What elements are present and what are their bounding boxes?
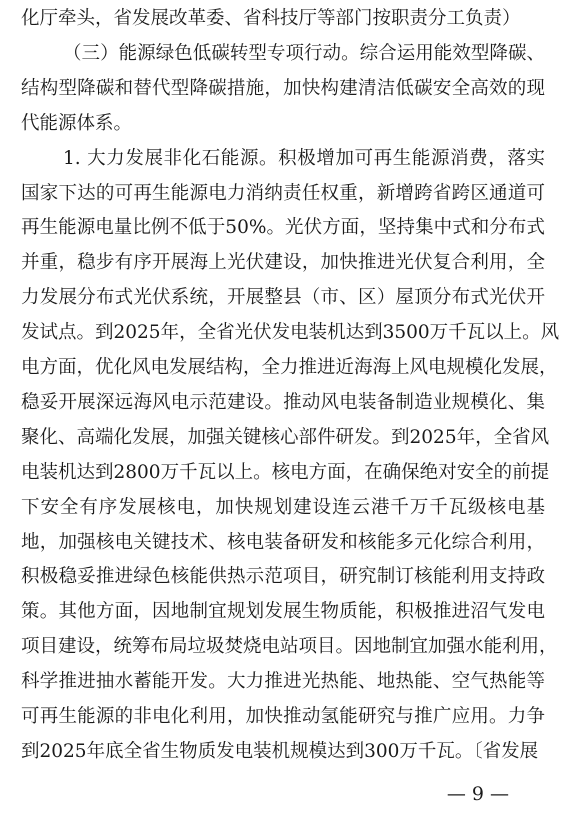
text-line (0, 735, 563, 769)
line-text: 力发展分布式光伏系统，开展整县（市、区）屋顶分布式光伏开 (21, 287, 545, 309)
text-line (0, 351, 563, 385)
text-line (0, 665, 563, 699)
text-line (0, 37, 563, 71)
line-text: 下安全有序发展核电，加快规划建设连云港千万千瓦级核电基 (21, 496, 545, 518)
line-text: （三）能源绿色低碳转型专项行动。综合运用能效型降碳、 (63, 42, 545, 64)
line-text: 发试点。到2025年，全省光伏发电装机达到3500万千瓦以上。风 (21, 322, 560, 344)
text-line (0, 211, 563, 245)
line-text: 电装机达到2800万千瓦以上。核电方面，在确保绝对安全的前提 (21, 461, 550, 483)
line-text: 并重，稳步有序开展海上光伏建设，加快推进光伏复合利用，全 (21, 252, 545, 274)
text-line (0, 316, 563, 350)
text-line (0, 595, 563, 629)
text-line (0, 386, 563, 420)
page-number: — 9 — (446, 783, 509, 805)
text-line (0, 2, 563, 36)
line-text: 化厅牵头，省发展改革委、省科技厅等部门按职责分工负责） (21, 8, 521, 29)
text-line (0, 456, 563, 490)
line-text: 稳妥开展深远海风电示范建设。推动风电装备制造业规模化、集 (21, 391, 545, 413)
text-line (0, 246, 563, 280)
line-text: 电方面，优化风电发展结构，全力推进近海海上风电规模化发展， (21, 357, 558, 378)
text-line (0, 107, 563, 141)
line-text: 项目建设，统筹布局垃圾焚烧电站项目。因地制宜加强水能利用， (21, 636, 558, 658)
line-text: 科学推进抽水蓄能开发。大力推进光热能、地热能、空气热能等 (21, 671, 545, 693)
line-text: 1. 大力发展非化石能源。积极增加可再生能源消费，落实 (63, 147, 545, 169)
text-line (0, 560, 563, 594)
line-text: 结构型降碳和替代型降碳措施，加快构建清洁低碳安全高效的现 (21, 77, 545, 99)
text-line (0, 142, 563, 176)
text-line (0, 72, 563, 106)
line-text: 地，加强核电关键技术、核电装备研发和核能多元化综合利用， (21, 531, 545, 553)
text-line (0, 177, 563, 211)
line-text: 可再生能源的非电化利用，加快推动氢能研究与推广应用。力争 (21, 706, 545, 727)
line-text: 国家下达的可再生能源电力消纳责任权重，新增跨省跨区通道可 (21, 182, 545, 204)
line-text: 聚化、高端化发展，加强关键核心部件研发。到2025年，全省风 (21, 426, 550, 448)
line-text: 策。其他方面，因地制宜规划发展生物质能，积极推进沼气发电 (21, 601, 545, 623)
line-text: 到2025年底全省生物质发电装机规模达到300万千瓦。〔省发展 (21, 740, 539, 762)
text-line (0, 421, 563, 455)
line-text: 再生能源电量比例不低于50%。光伏方面，坚持集中式和分布式 (21, 217, 545, 239)
line-text: 积极稳妥推进绿色核能供热示范项目，研究制订核能利用支持政 (21, 566, 545, 588)
text-line (0, 526, 563, 560)
text-line (0, 491, 563, 525)
text-line (0, 630, 563, 664)
text-line (0, 281, 563, 315)
line-text: 代能源体系。 (21, 112, 133, 134)
text-line (0, 700, 563, 734)
